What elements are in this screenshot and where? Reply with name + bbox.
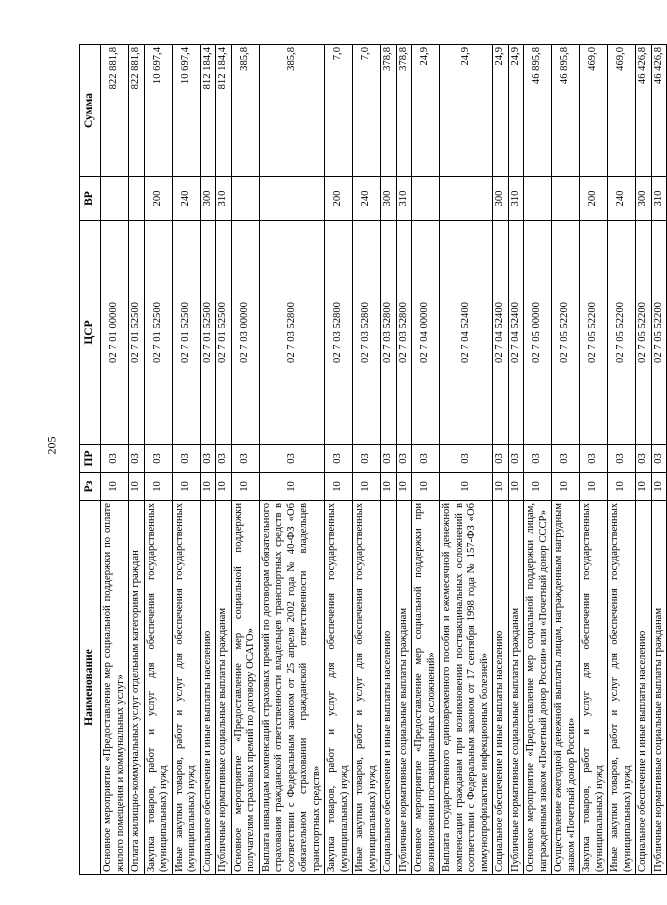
cell-name: Закупка товаров, работ и услуг для обеспечения государственных (муниципальных) нужд xyxy=(580,501,608,875)
cell-rz: 10 xyxy=(101,473,129,501)
cell-pr: 03 xyxy=(325,445,353,473)
cell-name: Закупка товаров, работ и услуг для обеспечения государственных (муниципальных) нужд xyxy=(144,501,172,875)
cell-sum: 24,9 xyxy=(493,45,509,177)
cell-vr: 300 xyxy=(381,177,397,221)
cell-name: Социальное обеспечение и иные выплаты населению xyxy=(493,501,509,875)
cell-csr: 02 7 05 52200 xyxy=(636,221,652,445)
table-row xyxy=(493,45,509,875)
cell-vr: 300 xyxy=(636,177,652,221)
cell-vr: 200 xyxy=(325,177,353,221)
table-row xyxy=(651,45,667,875)
rotated-table-container xyxy=(79,45,664,875)
cell-vr xyxy=(412,177,440,221)
table-row xyxy=(231,45,259,875)
cell-csr: 02 7 01 52500 xyxy=(129,221,145,445)
cell-sum: 378,8 xyxy=(396,45,412,177)
cell-rz: 10 xyxy=(651,473,667,501)
cell-pr: 03 xyxy=(440,445,493,473)
table-row xyxy=(396,45,412,875)
cell-name: Публичные нормативные социальные выплаты гражданам xyxy=(216,501,232,875)
table-row xyxy=(552,45,580,875)
table-row xyxy=(381,45,397,875)
cell-sum: 10 697,4 xyxy=(172,45,200,177)
cell-csr: 02 7 03 52800 xyxy=(353,221,381,445)
table-row xyxy=(608,45,636,875)
cell-pr: 03 xyxy=(552,445,580,473)
table-row xyxy=(172,45,200,875)
budget-table xyxy=(79,44,667,875)
cell-rz: 10 xyxy=(608,473,636,501)
cell-vr: 240 xyxy=(608,177,636,221)
cell-vr: 310 xyxy=(651,177,667,221)
cell-pr: 03 xyxy=(493,445,509,473)
cell-pr: 03 xyxy=(172,445,200,473)
cell-sum: 469,0 xyxy=(608,45,636,177)
cell-csr: 02 7 03 52800 xyxy=(396,221,412,445)
cell-csr: 02 7 04 52400 xyxy=(508,221,524,445)
cell-rz: 10 xyxy=(259,473,325,501)
table-row xyxy=(353,45,381,875)
cell-vr: 200 xyxy=(144,177,172,221)
cell-sum: 24,9 xyxy=(440,45,493,177)
cell-name: Иные закупки товаров, работ и услуг для обеспечения государственных (муниципальных) нужд xyxy=(353,501,381,875)
cell-rz: 10 xyxy=(440,473,493,501)
cell-csr: 02 7 05 00000 xyxy=(524,221,552,445)
cell-pr: 03 xyxy=(200,445,216,473)
cell-name: Оплата жилищно-коммунальных услуг отдельным категориям граждан xyxy=(129,501,145,875)
header-vr: ВР xyxy=(80,177,101,221)
table-row xyxy=(636,45,652,875)
cell-csr: 02 7 04 00000 xyxy=(412,221,440,445)
table-row xyxy=(129,45,145,875)
table-row xyxy=(580,45,608,875)
cell-sum: 46 426,8 xyxy=(651,45,667,177)
cell-rz: 10 xyxy=(144,473,172,501)
cell-vr: 240 xyxy=(172,177,200,221)
cell-vr: 300 xyxy=(200,177,216,221)
cell-sum: 24,9 xyxy=(508,45,524,177)
cell-name: Закупка товаров, работ и услуг для обеспечения государственных (муниципальных) нужд xyxy=(325,501,353,875)
cell-csr: 02 7 03 52800 xyxy=(325,221,353,445)
table-row xyxy=(200,45,216,875)
cell-sum: 385,8 xyxy=(231,45,259,177)
cell-sum: 24,9 xyxy=(412,45,440,177)
cell-sum: 469,0 xyxy=(580,45,608,177)
cell-rz: 10 xyxy=(172,473,200,501)
cell-vr xyxy=(101,177,129,221)
cell-sum: 822 881,8 xyxy=(129,45,145,177)
cell-csr: 02 7 01 00000 xyxy=(101,221,129,445)
cell-vr xyxy=(552,177,580,221)
cell-rz: 10 xyxy=(325,473,353,501)
cell-vr: 310 xyxy=(508,177,524,221)
cell-name: Социальное обеспечение и иные выплаты населению xyxy=(200,501,216,875)
cell-vr: 310 xyxy=(396,177,412,221)
cell-sum: 46 426,8 xyxy=(636,45,652,177)
cell-csr: 02 7 01 52500 xyxy=(144,221,172,445)
cell-sum: 378,8 xyxy=(381,45,397,177)
cell-rz: 10 xyxy=(636,473,652,501)
page-number: 205 xyxy=(44,436,59,455)
cell-name: Основное мероприятие «Предоставление мер социальной поддержки при возникновении поствакцинальных осложнений» xyxy=(412,501,440,875)
cell-sum: 10 697,4 xyxy=(144,45,172,177)
cell-csr: 02 7 05 52200 xyxy=(552,221,580,445)
cell-pr: 03 xyxy=(636,445,652,473)
cell-csr: 02 7 04 52400 xyxy=(493,221,509,445)
cell-pr: 03 xyxy=(353,445,381,473)
cell-sum: 46 895,8 xyxy=(524,45,552,177)
cell-name: Выплата инвалидам компенсаций страховых премий по договорам обязательного страхования гражданской ответственности владельцев транспортных средств в соответствии с Федеральным законом от 25 апреля 2002 года № 40-ФЗ «Об обязательном страховании гражданской ответственности владельцев транспортных средств» xyxy=(259,501,325,875)
cell-csr: 02 7 03 52800 xyxy=(381,221,397,445)
table-row xyxy=(216,45,232,875)
table-row xyxy=(524,45,552,875)
cell-vr: 240 xyxy=(353,177,381,221)
cell-csr: 02 7 05 52200 xyxy=(580,221,608,445)
cell-rz: 10 xyxy=(508,473,524,501)
cell-vr: 300 xyxy=(493,177,509,221)
cell-sum: 812 184,4 xyxy=(200,45,216,177)
cell-rz: 10 xyxy=(493,473,509,501)
cell-name: Основное мероприятие «Предоставление мер социальной поддержки лицам, награжденным знаком «Почетный донор России» или «Почетный донор СССР» xyxy=(524,501,552,875)
cell-rz: 10 xyxy=(396,473,412,501)
cell-pr: 03 xyxy=(129,445,145,473)
cell-vr xyxy=(129,177,145,221)
cell-csr: 02 7 01 52500 xyxy=(172,221,200,445)
cell-rz: 10 xyxy=(200,473,216,501)
cell-name: Публичные нормативные социальные выплаты гражданам xyxy=(508,501,524,875)
cell-csr: 02 7 03 00000 xyxy=(231,221,259,445)
header-name: Наименование xyxy=(80,501,101,875)
cell-name: Основное мероприятие «Предоставление мер социальной поддержки получателям страховых премий по договору ОСАГО» xyxy=(231,501,259,875)
cell-csr: 02 7 03 52800 xyxy=(259,221,325,445)
header-rz: Рз xyxy=(80,473,101,501)
cell-pr: 03 xyxy=(412,445,440,473)
cell-vr xyxy=(440,177,493,221)
cell-pr: 03 xyxy=(580,445,608,473)
cell-vr: 310 xyxy=(216,177,232,221)
cell-pr: 03 xyxy=(396,445,412,473)
cell-name: Иные закупки товаров, работ и услуг для обеспечения государственных (муниципальных) нужд xyxy=(172,501,200,875)
table-row xyxy=(412,45,440,875)
cell-csr: 02 7 04 52400 xyxy=(440,221,493,445)
cell-rz: 10 xyxy=(552,473,580,501)
cell-pr: 03 xyxy=(508,445,524,473)
table-row xyxy=(259,45,325,875)
cell-rz: 10 xyxy=(353,473,381,501)
cell-pr: 03 xyxy=(608,445,636,473)
cell-sum: 7,0 xyxy=(353,45,381,177)
cell-name: Публичные нормативные социальные выплаты гражданам xyxy=(651,501,667,875)
cell-pr: 03 xyxy=(259,445,325,473)
cell-vr: 200 xyxy=(580,177,608,221)
cell-pr: 03 xyxy=(524,445,552,473)
table-header-row xyxy=(80,45,101,875)
table-body xyxy=(101,45,667,875)
cell-sum: 822 881,8 xyxy=(101,45,129,177)
cell-vr xyxy=(259,177,325,221)
cell-vr xyxy=(524,177,552,221)
cell-sum: 46 895,8 xyxy=(552,45,580,177)
cell-rz: 10 xyxy=(412,473,440,501)
cell-name: Публичные нормативные социальные выплаты гражданам xyxy=(396,501,412,875)
cell-pr: 03 xyxy=(651,445,667,473)
table-row xyxy=(325,45,353,875)
cell-name: Осуществление ежегодной денежной выплаты лицам, награжденным нагрудным знаком «Почетный донор России» xyxy=(552,501,580,875)
table-row xyxy=(440,45,493,875)
table-row xyxy=(508,45,524,875)
table-row xyxy=(101,45,129,875)
cell-pr: 03 xyxy=(216,445,232,473)
cell-pr: 03 xyxy=(101,445,129,473)
cell-name: Выплата государственного единовременного пособия и ежемесячной денежной компенсации гражданам при возникновении поствакцинальных осложнений в соответствии с Федеральным законом от 17 сентября 1998 года № 157-ФЗ «Об иммунопрофилактике инфекционных болезней» xyxy=(440,501,493,875)
cell-csr: 02 7 01 52500 xyxy=(200,221,216,445)
cell-sum: 7,0 xyxy=(325,45,353,177)
header-csr: ЦСР xyxy=(80,221,101,445)
cell-pr: 03 xyxy=(231,445,259,473)
cell-sum: 385,8 xyxy=(259,45,325,177)
cell-rz: 10 xyxy=(231,473,259,501)
cell-sum: 812 184,4 xyxy=(216,45,232,177)
cell-rz: 10 xyxy=(524,473,552,501)
cell-csr: 02 7 05 52200 xyxy=(608,221,636,445)
cell-csr: 02 7 01 52500 xyxy=(216,221,232,445)
cell-vr xyxy=(231,177,259,221)
header-sum: Сумма xyxy=(80,45,101,177)
cell-name: Основное мероприятие «Предоставление мер социальной поддержки по оплате жилого помещения и коммунальных услуг» xyxy=(101,501,129,875)
cell-rz: 10 xyxy=(216,473,232,501)
cell-name: Иные закупки товаров, работ и услуг для обеспечения государственных (муниципальных) нужд xyxy=(608,501,636,875)
header-pr: ПР xyxy=(80,445,101,473)
cell-pr: 03 xyxy=(144,445,172,473)
cell-csr: 02 7 05 52200 xyxy=(651,221,667,445)
cell-name: Социальное обеспечение и иные выплаты населению xyxy=(381,501,397,875)
cell-pr: 03 xyxy=(381,445,397,473)
cell-rz: 10 xyxy=(129,473,145,501)
cell-rz: 10 xyxy=(381,473,397,501)
table-row xyxy=(144,45,172,875)
cell-rz: 10 xyxy=(580,473,608,501)
cell-name: Социальное обеспечение и иные выплаты населению xyxy=(636,501,652,875)
